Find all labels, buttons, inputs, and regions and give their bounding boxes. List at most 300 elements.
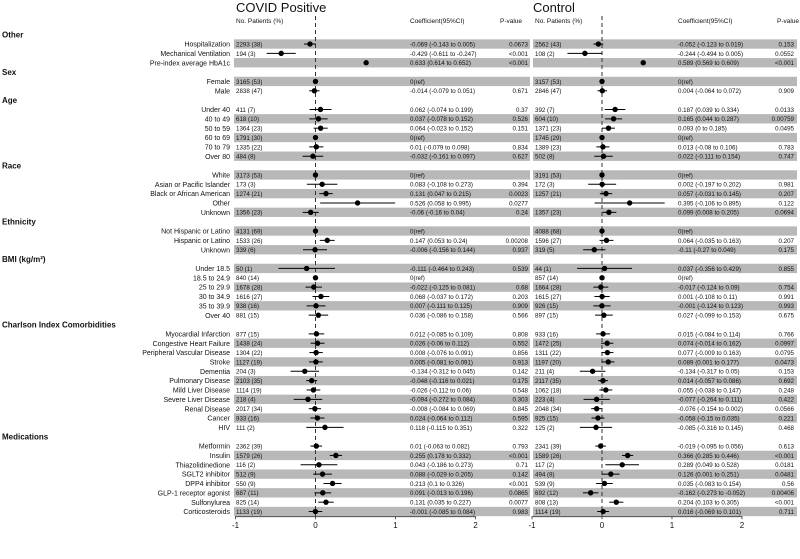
- p-value: 0.422: [778, 396, 794, 404]
- row-label: Asian or Pacific Islander: [154, 181, 230, 189]
- x-axes: [232, 516, 745, 530]
- patients-value: 1745 (29): [535, 134, 562, 142]
- patients-value: 1197 (20): [535, 359, 562, 367]
- coef-value: 0.008 (-0.076 to 0.091): [410, 349, 473, 357]
- coef-value: -0.022 (-0.125 to 0.081): [410, 284, 476, 292]
- coef-value: -0.006 (-0.156 to 0.144): [410, 247, 476, 255]
- estimate-point: [313, 350, 318, 355]
- patients-value: 44 (1): [535, 265, 552, 273]
- patients-value: 2562 (43): [535, 41, 562, 49]
- coef-value: 0.091 (-0.013 to 0.196): [410, 490, 473, 498]
- row-label: DPP4 inhibitor: [185, 481, 230, 489]
- estimate-point: [599, 303, 604, 308]
- left-pval-header: P-value: [500, 18, 523, 25]
- patients-value: 339 (6): [236, 247, 256, 255]
- row-label: Unknown: [200, 209, 230, 217]
- row-band: [533, 507, 797, 516]
- p-value: 0.468: [778, 424, 794, 432]
- patients-value: 1533 (26): [236, 237, 263, 245]
- row-band: [234, 507, 530, 516]
- row-label: Under 40: [201, 107, 230, 115]
- patients-value: 223 (4): [535, 396, 555, 404]
- p-value: 0.221: [778, 415, 794, 423]
- estimate-point: [316, 312, 321, 317]
- estimate-point: [320, 471, 325, 476]
- row-label: White: [212, 172, 230, 180]
- patients-value: 2846 (47): [535, 88, 562, 96]
- p-value: 0.248: [778, 387, 794, 395]
- p-value: 0.834: [512, 144, 528, 152]
- row-label: GLP-1 receptor agonist: [157, 490, 230, 498]
- p-value: 0.675: [778, 312, 794, 320]
- coef-value: 0.074 (-0.014 to 0.162): [678, 340, 741, 348]
- estimate-point: [641, 60, 646, 65]
- coef-value: 0.036 (-0.086 to 0.158): [410, 312, 473, 320]
- p-value: 0.56: [781, 480, 794, 488]
- patients-value: 687 (11): [236, 490, 259, 498]
- row-band: [234, 133, 530, 142]
- coef-value: 0(ref): [410, 228, 425, 236]
- patients-value: 3173 (53): [236, 172, 263, 180]
- patients-value: 1133 (19): [236, 508, 263, 516]
- estimate-point: [316, 116, 321, 121]
- patients-value: 411 (7): [236, 106, 256, 114]
- patients-value: 502 (8): [535, 153, 555, 161]
- coef-value: 0.035 (-0.083 to 0.154): [678, 480, 741, 488]
- p-value: 0.991: [778, 293, 794, 301]
- p-value: 0.0181: [775, 462, 794, 470]
- estimate-point: [310, 154, 315, 159]
- estimate-point: [318, 107, 323, 112]
- estimate-point: [304, 266, 309, 271]
- p-value: 0.0481: [775, 471, 794, 479]
- row-band: [234, 488, 530, 497]
- patients-value: 881 (15): [236, 312, 260, 320]
- row-band: [234, 413, 530, 422]
- coef-value: 0.093 (0 to 0.185): [678, 125, 727, 133]
- coef-value: -0.026 (-0.112 to 0.06): [410, 387, 472, 395]
- row-label: Male: [214, 88, 230, 96]
- patients-value: 2117 (35): [535, 378, 562, 386]
- patients-value: 3191 (53): [535, 172, 562, 180]
- patients-value: 2341 (39): [535, 443, 562, 451]
- coef-value: -0.058 (-0.15 to 0.035): [678, 415, 740, 423]
- right-pval-header: P-value: [777, 18, 800, 25]
- row-label: Thiazolidinedione: [175, 462, 230, 470]
- p-value: 0.548: [512, 387, 528, 395]
- estimate-point: [600, 331, 605, 336]
- row-band: [234, 39, 530, 48]
- p-value: 0.754: [778, 284, 794, 292]
- patients-value: 1356 (23): [236, 209, 263, 217]
- p-value: 0.671: [512, 88, 528, 96]
- coef-value: 0.057 (-0.031 to 0.145): [678, 191, 741, 199]
- coef-value: -0.008 (-0.084 to 0.069): [410, 406, 476, 414]
- row-band: [533, 245, 797, 254]
- p-value: 0.122: [778, 200, 794, 208]
- patients-value: 108 (2): [535, 50, 555, 58]
- coef-value: -0.069 (-0.143 to 0.005): [410, 41, 476, 49]
- estimate-point: [313, 359, 318, 364]
- patients-value: 938 (16): [236, 303, 260, 311]
- coef-value: 0.01 (-0.063 to 0.082): [410, 443, 470, 451]
- estimate-point: [309, 378, 314, 383]
- row-band: [533, 226, 797, 235]
- patients-value: 2017 (34): [236, 406, 263, 414]
- row-band: [533, 282, 797, 291]
- row-label: Severe Liver Disease: [163, 396, 230, 404]
- patients-value: 204 (3): [236, 368, 256, 376]
- patients-value: 512 (9): [236, 471, 256, 479]
- row-label: Metformin: [198, 443, 230, 451]
- row-label: SGLT2 inhibitor: [181, 471, 230, 479]
- p-value: <0.001: [774, 452, 794, 460]
- p-value: 0.142: [512, 368, 528, 376]
- coef-value: -0.06 (-0.16 to 0.04): [410, 209, 465, 217]
- coef-value: 0.289 (0.049 to 0.528): [678, 462, 739, 470]
- right-coef-header: Coefficient(95%CI): [678, 18, 733, 25]
- coef-value: 0.022 (-0.111 to 0.154): [678, 153, 741, 161]
- coef-value: 0.037 (-0.356 to 0.429): [678, 265, 741, 273]
- patients-value: 1791 (30): [236, 134, 263, 142]
- patients-value: 1589 (26): [535, 452, 562, 460]
- patients-value: 172 (3): [535, 181, 555, 189]
- estimate-point: [314, 331, 319, 336]
- estimate-point: [599, 135, 604, 140]
- coef-value: 0(ref): [678, 78, 693, 86]
- p-value: <0.001: [508, 60, 528, 68]
- row-label: Over 40: [205, 312, 230, 320]
- row-label: 18.5 to 24.9: [193, 275, 230, 283]
- p-value: <0.001: [774, 499, 794, 507]
- row-band: [533, 413, 797, 422]
- patients-value: 1472 (25): [535, 340, 562, 348]
- coef-value: 0.026 (-0.06 to 0.112): [410, 340, 470, 348]
- estimate-point: [315, 415, 320, 420]
- estimate-point: [312, 247, 317, 252]
- estimate-point: [330, 481, 335, 486]
- estimate-point: [600, 509, 605, 514]
- estimate-point: [278, 51, 283, 56]
- p-value: 0.0552: [775, 50, 794, 58]
- coef-value: 0(ref): [678, 275, 693, 283]
- patients-value: 3157 (53): [535, 78, 562, 86]
- estimate-point: [601, 312, 606, 317]
- estimate-point: [316, 462, 321, 467]
- estimate-point: [606, 359, 611, 364]
- coef-value: 0.589 (0.569 to 0.609): [678, 60, 739, 68]
- row-label: Renal Disease: [184, 406, 230, 414]
- p-value: 0.981: [778, 181, 794, 189]
- coef-value: 0.043 (-0.186 to 0.273): [410, 462, 473, 470]
- patients-value: 857 (14): [535, 275, 559, 283]
- row-band: [234, 77, 530, 86]
- estimate-point: [596, 41, 601, 46]
- coef-value: 0.126 (0.001 to 0.251): [678, 471, 739, 479]
- coef-value: 0.213 (0.1 to 0.326): [410, 480, 465, 488]
- plot-content: [2, 31, 795, 516]
- estimate-point: [599, 182, 604, 187]
- row-label: 60 to 69: [204, 135, 230, 143]
- p-value: 0.0795: [775, 349, 794, 357]
- estimate-point: [600, 88, 605, 93]
- patients-value: 618 (10): [236, 116, 260, 124]
- patients-value: 2838 (47): [236, 88, 263, 96]
- estimate-point: [311, 387, 316, 392]
- patients-value: 1114 (19): [535, 508, 561, 516]
- estimate-point: [322, 425, 327, 430]
- patients-value: 840 (14): [236, 275, 260, 283]
- row-label: Under 18.5: [195, 266, 230, 274]
- patients-value: 1357 (23): [535, 209, 562, 217]
- estimate-point: [323, 499, 328, 504]
- p-value: 0.692: [778, 378, 794, 386]
- estimate-point: [313, 275, 318, 280]
- estimate-point: [314, 443, 319, 448]
- left-coef-header: Coefficient(95%CI): [410, 18, 465, 25]
- section-label: Medications: [2, 432, 49, 442]
- estimate-point: [620, 462, 625, 467]
- section-label: BMI (kg/m²): [2, 255, 46, 265]
- coef-value: -0.017 (-0.124 to 0.09): [678, 284, 740, 292]
- patients-value: 2293 (38): [236, 41, 263, 49]
- coef-value: -0.134 (-0.312 to 0.045): [410, 368, 476, 376]
- p-value: 0.566: [512, 312, 528, 320]
- patients-value: 897 (15): [535, 312, 559, 320]
- estimate-point: [313, 172, 318, 177]
- p-value: 0.0495: [775, 125, 794, 133]
- p-value: 0.394: [512, 181, 528, 189]
- estimate-point: [598, 284, 603, 289]
- p-value: 0.0133: [775, 106, 794, 114]
- estimate-point: [312, 406, 317, 411]
- estimate-point: [314, 144, 319, 149]
- patients-value: 4131 (69): [236, 228, 263, 236]
- estimate-point: [600, 378, 605, 383]
- estimate-point: [307, 41, 312, 46]
- row-label: 40 to 49: [204, 116, 230, 124]
- coef-value: 0.064 (-0.023 to 0.152): [410, 125, 473, 133]
- row-band: [234, 114, 530, 123]
- row-band: [234, 170, 530, 179]
- left-panel-title: COVID Positive: [236, 0, 327, 15]
- row-label: Female: [206, 79, 230, 87]
- estimate-point: [593, 425, 598, 430]
- row-label: Over 80: [205, 153, 230, 161]
- row-band: [234, 357, 530, 366]
- estimate-point: [603, 191, 608, 196]
- patients-value: 1274 (21): [236, 191, 263, 199]
- coef-value: 0.01 (-0.079 to 0.098): [410, 144, 470, 152]
- p-value: 0.845: [512, 406, 528, 414]
- estimate-point: [608, 471, 613, 476]
- coef-value: 0.633 (0.614 to 0.652): [410, 60, 471, 68]
- estimate-point: [603, 387, 608, 392]
- p-value: 0.539: [512, 265, 528, 273]
- estimate-point: [599, 228, 604, 233]
- coef-value: 0.147 (0.053 to 0.24): [410, 237, 468, 245]
- patients-value: 319 (5): [535, 247, 555, 255]
- coef-value: 0.088 (-0.029 to 0.205): [410, 471, 473, 479]
- row-label: Peripheral Vascular Disease: [142, 350, 230, 358]
- row-label: 50 to 59: [204, 125, 230, 133]
- p-value: 0.00208: [505, 237, 528, 245]
- row-band: [533, 152, 797, 161]
- row-band: [234, 208, 530, 217]
- coef-value: 0.012 (-0.085 to 0.109): [410, 331, 473, 339]
- patients-value: 211 (4): [535, 368, 555, 376]
- section-label: Age: [2, 96, 18, 106]
- p-value: 0.142: [512, 471, 528, 479]
- estimate-point: [588, 490, 593, 495]
- p-value: 0.855: [778, 265, 794, 273]
- patients-value: 1664 (28): [535, 284, 562, 292]
- patients-value: 1371 (23): [535, 125, 562, 133]
- row-band: [533, 357, 797, 366]
- coef-value: -0.052 (-0.123 to 0.019): [678, 41, 744, 49]
- row-band: [533, 488, 797, 497]
- section-label: Ethnicity: [2, 217, 36, 227]
- row-band: [533, 301, 797, 310]
- p-value: 0.153: [778, 41, 794, 49]
- row-band: [234, 58, 530, 67]
- row-label: 35 to 39.9: [198, 303, 230, 311]
- coef-value: -0.032 (-0.161 to 0.097): [410, 153, 476, 161]
- row-label: Corticosteroids: [183, 509, 230, 517]
- patients-value: 3165 (53): [236, 78, 263, 86]
- x-tick-label: -1: [528, 521, 536, 531]
- row-band: [533, 189, 797, 198]
- coef-value: 0.131 (0.035 to 0.227): [410, 499, 471, 507]
- coef-value: -0.244 (-0.494 to 0.005): [678, 50, 744, 58]
- left-patients-header: No. Patients (%): [236, 18, 284, 25]
- estimate-point: [311, 284, 316, 289]
- p-value: 0.613: [778, 443, 794, 451]
- p-value: 0.0566: [775, 406, 794, 414]
- patients-value: 2048 (34): [535, 406, 562, 414]
- coef-value: -0.162 (-0.273 to -0.052): [678, 490, 746, 498]
- patients-value: 50 (1): [236, 265, 253, 273]
- coef-value: -0.11 (-0.27 to 0.049): [678, 247, 736, 255]
- patients-value: 550 (9): [236, 480, 256, 488]
- coef-value: 0.131 (0.047 to 0.215): [410, 191, 471, 199]
- coef-value: 0.077 (-0.009 to 0.163): [678, 349, 741, 357]
- p-value: 0.207: [778, 237, 794, 245]
- row-label: Unknown: [200, 247, 230, 255]
- patients-value: 1615 (27): [535, 293, 562, 301]
- p-value: 0.0473: [775, 359, 794, 367]
- patients-value: 494 (8): [535, 471, 555, 479]
- coef-value: 0.187 (0.039 to 0.334): [678, 106, 739, 114]
- x-tick-label: 0: [313, 521, 318, 531]
- estimate-point: [323, 191, 328, 196]
- estimate-point: [601, 154, 606, 159]
- coef-value: 0.055 (-0.038 to 0.147): [678, 387, 741, 395]
- estimate-point: [627, 200, 632, 205]
- row-band: [533, 77, 797, 86]
- row-band: [234, 339, 530, 348]
- coef-value: -0.085 (-0.316 to 0.145): [678, 424, 744, 432]
- estimate-point: [363, 60, 368, 65]
- coef-value: 0.007 (-0.111 to 0.125): [410, 303, 473, 311]
- p-value: 0.68: [515, 284, 528, 292]
- patients-value: 1678 (28): [236, 284, 263, 292]
- row-label: Sulfonylurea: [191, 499, 230, 507]
- x-tick-label: 0: [599, 521, 605, 531]
- coef-value: -0.019 (-0.095 to 0.056): [678, 443, 744, 451]
- x-tick-label: 1: [669, 521, 675, 531]
- coef-value: 0.016 (-0.069 to 0.101): [678, 508, 741, 516]
- row-band: [533, 170, 797, 179]
- p-value: 0.793: [512, 443, 528, 451]
- patients-value: 1579 (26): [236, 452, 263, 460]
- p-value: 0.71: [515, 462, 528, 470]
- p-value: 0.0077: [509, 499, 528, 507]
- row-label: Mild Liver Disease: [172, 387, 230, 395]
- coef-value: 0(ref): [678, 172, 693, 180]
- row-label: Cancer: [207, 415, 230, 423]
- patients-value: 4088 (68): [535, 228, 562, 236]
- p-value: 0.808: [512, 331, 528, 339]
- p-value: 0.937: [512, 247, 528, 255]
- row-label: Pre-index average HbA1c: [149, 60, 230, 68]
- row-label: 25 to 29.9: [198, 284, 230, 292]
- p-value: 0.175: [512, 378, 528, 386]
- patients-value: 194 (3): [236, 50, 256, 58]
- coef-value: 0.395 (-0.106 to 0.895): [678, 200, 741, 208]
- estimate-point: [318, 294, 323, 299]
- estimate-point: [582, 51, 587, 56]
- patients-value: 125 (2): [535, 424, 555, 432]
- p-value: 0.0997: [775, 340, 794, 348]
- row-band: [234, 376, 530, 385]
- row-label: Myocardial Infarction: [165, 331, 230, 339]
- coef-value: 0.015 (-0.084 to 0.114): [678, 331, 741, 339]
- coef-value: 0.005 (-0.081 to 0.091): [410, 359, 473, 367]
- p-value: 0.627: [512, 153, 528, 161]
- coef-value: 0(ref): [410, 78, 425, 86]
- p-value: 0.595: [512, 415, 528, 423]
- estimate-point: [594, 397, 599, 402]
- coef-value: -0.014 (-0.079 to 0.051): [410, 88, 476, 96]
- estimate-point: [599, 294, 604, 299]
- row-label: Dementia: [200, 368, 230, 376]
- estimate-point: [308, 210, 313, 215]
- estimate-point: [595, 415, 600, 420]
- coef-value: 0.013 (-0.08 to 0.106): [678, 144, 738, 152]
- estimate-point: [315, 341, 320, 346]
- coef-value: 0.068 (-0.037 to 0.172): [410, 293, 473, 301]
- coef-value: 0(ref): [410, 275, 425, 283]
- patients-value: 111 (2): [236, 424, 255, 432]
- x-tick-label: -1: [231, 521, 240, 531]
- row-band: [533, 114, 797, 123]
- patients-value: 1389 (23): [535, 144, 562, 152]
- patients-value: 539 (9): [535, 480, 555, 488]
- p-value: 0.856: [512, 349, 528, 357]
- coef-value: 0.037 (-0.078 to 0.152): [410, 116, 473, 124]
- p-value: 0.552: [512, 340, 528, 348]
- row-band: [234, 226, 530, 235]
- x-tick-label: 2: [739, 521, 745, 531]
- p-value: 0.913: [512, 359, 528, 367]
- row-band: [533, 208, 797, 217]
- patients-value: 1127 (19): [236, 359, 263, 367]
- right-panel-title: Control: [533, 0, 575, 15]
- coef-value: 0.001 (-0.108 to 0.11): [678, 293, 738, 301]
- row-label: Insulin: [209, 453, 230, 461]
- patients-value: 933 (16): [535, 331, 559, 339]
